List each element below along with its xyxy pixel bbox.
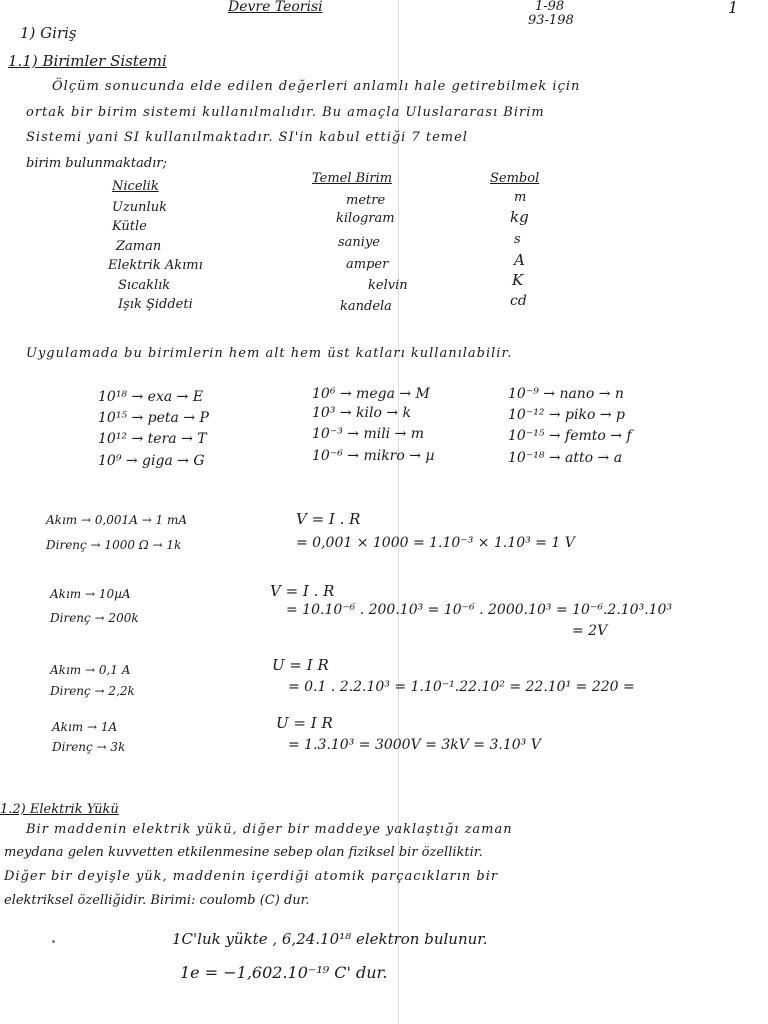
example-result: = 2V	[572, 623, 608, 639]
table-cell: saniye	[338, 235, 380, 250]
example-formula: V = I . R	[296, 510, 361, 528]
example-given-resistance: Direnç → 1000 Ω → 1k	[46, 538, 182, 552]
paragraph-line-3: Sistemi yani SI kullanılmaktadır. SI'in kabul ettiği 7 temel	[26, 130, 468, 145]
example-calculation: = 0.1 . 2.2.10³ = 1.10⁻¹.22.10² = 22.10¹ = 220 =	[288, 679, 635, 695]
table-cell: Işık Şiddeti	[118, 297, 193, 312]
example-given-resistance: Direnç → 3k	[52, 740, 126, 754]
prefix-item: 10⁹ → giga → G	[98, 453, 205, 469]
table-cell: A	[514, 251, 525, 269]
table-cell: kilogram	[336, 211, 395, 226]
table-cell: m	[514, 190, 527, 205]
example-formula: U = I R	[276, 714, 333, 732]
table-cell: Kütle	[112, 219, 147, 234]
table-cell: s	[514, 232, 521, 247]
page-title: Devre Teorisi	[228, 0, 323, 15]
table-cell: kandela	[340, 299, 392, 314]
prefix-item: 10⁻¹⁸ → atto → a	[508, 450, 623, 466]
section-1-1-heading: 1.1) Birimler Sistemi	[8, 52, 167, 70]
paragraph-line-3: Diğer bir deyişle yük, maddenin içerdiği atomik parçacıkların bir	[4, 869, 499, 884]
example-given-current: Akım → 0,001A → 1 mA	[46, 513, 188, 527]
prefix-item: 10³ → kilo → k	[312, 405, 412, 421]
table-cell: cd	[510, 293, 527, 309]
example-given-resistance: Direnç → 2,2k	[50, 684, 135, 698]
prefix-item: 10¹⁸ → exa → E	[98, 389, 204, 405]
example-calculation: = 10.10⁻⁶ . 200.10³ = 10⁻⁶ . 2000.10³ = 10⁻⁶.2.10³.10³	[286, 602, 673, 618]
page-ref-1: 1-98	[535, 0, 565, 14]
example-given-resistance: Direnç → 200k	[50, 611, 139, 625]
page-speck	[52, 940, 55, 943]
prefix-item: 10⁻¹² → piko → p	[508, 407, 626, 423]
table-cell: Zaman	[116, 239, 162, 254]
page-number: 1	[728, 0, 739, 17]
paragraph-line-4: elektriksel özelliğidir. Birimi: coulomb (C) dur.	[4, 893, 310, 908]
table-cell: kg	[510, 208, 529, 226]
prefix-item: 10¹² → tera → T	[98, 431, 207, 447]
prefix-item: 10⁶ → mega → M	[312, 386, 430, 402]
prefix-item: 10⁻¹⁵ → femto → f	[508, 428, 632, 444]
table-cell: Uzunluk	[112, 200, 167, 215]
section-1-2-heading: 1.2) Elektrik Yükü	[0, 802, 119, 817]
prefix-item: 10⁻³ → mili → m	[312, 426, 425, 442]
table-cell: K	[512, 271, 524, 289]
table-header-symbol: Sembol	[490, 171, 540, 186]
table-cell: metre	[346, 193, 386, 208]
example-given-current: Akım → 1A	[52, 720, 118, 734]
paragraph-line-2: ortak bir birim sistemi kullanılmalıdır. Bu amaçla Uluslararası Birim	[26, 105, 545, 120]
section-1-heading: 1) Giriş	[20, 24, 77, 42]
table-cell: Sıcaklık	[118, 278, 171, 293]
prefix-item: 10⁻⁶ → mikro → µ	[312, 448, 435, 464]
paragraph-line-1: Bir maddenin elektrik yükü, diğer bir maddeye yaklaştığı zaman	[26, 822, 513, 837]
example-calculation: = 0,001 × 1000 = 1.10⁻³ × 1.10³ = 1 V	[296, 535, 575, 551]
prefix-item: 10⁻⁹ → nano → n	[508, 386, 624, 402]
prefix-intro: Uygulamada bu birimlerin hem alt hem üst katları kullanılabilir.	[26, 346, 513, 361]
example-formula: U = I R	[272, 656, 329, 674]
table-cell: Elektrik Akımı	[108, 258, 203, 273]
table-header-quantity: Nicelik	[112, 179, 159, 194]
example-given-current: Akım → 0,1 A	[50, 663, 131, 677]
paragraph-line-1: Ölçüm sonucunda elde edilen değerleri anlamlı hale getirebilmek için	[52, 79, 581, 94]
table-cell: kelvin	[368, 278, 408, 293]
paragraph-line-4: birim bulunmaktadır;	[26, 156, 167, 171]
table-cell: amper	[346, 257, 389, 272]
example-formula: V = I . R	[270, 582, 335, 600]
table-header-unit: Temel Birim	[312, 171, 393, 186]
prefix-item: 10¹⁵ → peta → P	[98, 410, 209, 426]
paragraph-line-2: meydana gelen kuvvetten etkilenmesine sebep olan fiziksel bir özelliktir.	[4, 845, 483, 860]
example-calculation: = 1.3.10³ = 3000V = 3kV = 3.10³ V	[288, 737, 541, 753]
page-ref-2: 93-198	[528, 13, 574, 28]
electron-charge-line: 1e = −1,602.10⁻¹⁹ C' dur.	[180, 963, 388, 982]
electron-count-line: 1C'luk yükte , 6,24.10¹⁸ elektron bulunur.	[172, 930, 488, 948]
example-given-current: Akım → 10µA	[50, 587, 131, 601]
